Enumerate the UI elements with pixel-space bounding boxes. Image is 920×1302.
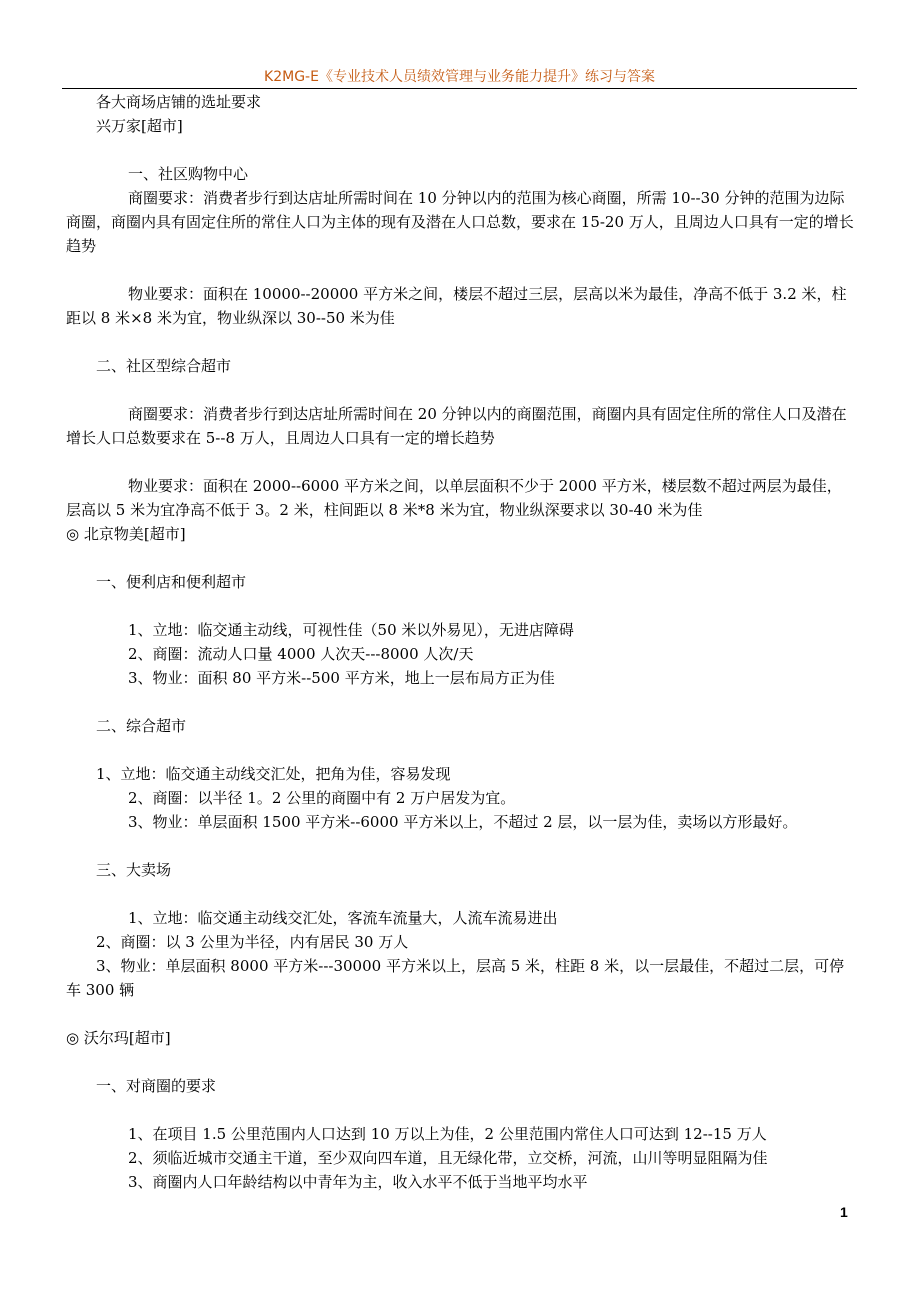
list-item: 3、物业：面积 80 平方米--500 平方米，地上一层布局方正为佳 [128, 669, 555, 687]
list-item: 1、在项目 1.5 公里范围内人口达到 10 万以上为佳，2 公里范围内常住人口可达到 12--15 万人 [128, 1125, 767, 1143]
list-item: 1、立地：临交通主动线，可视性佳（50 米以外易见），无进店障碍 [128, 621, 574, 639]
subheading: 三、大卖场 [96, 861, 172, 879]
list-item: 2、商圈：以 3 公里为半径，内有居民 30 万人 [96, 933, 409, 951]
page-header: K2MG-E《专业技术人员绩效管理与业务能力提升》练习与答案 [62, 64, 857, 89]
subheading: 一、便利店和便利超市 [96, 573, 247, 591]
list-item: 1、立地：临交通主动线交汇处，客流车流量大，人流车流易进出 [128, 909, 558, 927]
paragraph: 物业要求：面积在 2000--6000 平方米之间，以单层面积不少于 2000 平方米，楼层数不超过两层为最佳，层高以 5 米为宜净高不低于 3。2 米，柱间距以 8 米*8 米为宜，物业纵深要求以 30-40 米为佳 [66, 477, 842, 519]
list-item: 3、物业：单层面积 1500 平方米--6000 平方米以上，不超过 2 层，以一层为佳，卖场以方形最好。 [128, 813, 798, 831]
list-item: 3、物业：单层面积 8000 平方米---30000 平方米以上，层高 5 米，柱距 8 米，以一层最佳，不超过二层，可停车 300 辆 [66, 957, 845, 999]
list-item: 3、商圈内人口年龄结构以中青年为主，收入水平不低于当地平均水平 [128, 1173, 588, 1191]
page-number: 1 [840, 1204, 848, 1220]
section-heading-walmart: ◎ 沃尔玛[超市] [66, 1029, 171, 1047]
subheading: 一、社区购物中心 [128, 165, 249, 183]
paragraph: 商圈要求：消费者步行到达店址所需时间在 20 分钟以内的商圈范围，商圈内具有固定住所的常住人口及潜在增长人口总数要求在 5--8 万人，且周边人口具有一定的增长趋势 [66, 405, 847, 447]
paragraph: 商圈要求：消费者步行到达店址所需时间在 10 分钟以内的范围为核心商圈，所需 10--30 分钟的范围为边际商圈，商圈内具有固定住所的常住人口为主体的现有及潜在人口总数，要求在 15-20 万人，且周边人口具有一定的增长趋势 [66, 189, 854, 255]
subheading: 一、对商圈的要求 [96, 1077, 217, 1095]
list-item: 2、商圈：以半径 1。2 公里的商圈中有 2 万户居发为宜。 [128, 789, 516, 807]
list-item: 1、立地：临交通主动线交汇处，把角为佳，容易发现 [96, 765, 451, 783]
subheading: 二、社区型综合超市 [96, 357, 232, 375]
list-item: 2、须临近城市交通主干道，至少双向四车道，且无绿化带，立交桥，河流，山川等明显阻隔为佳 [128, 1149, 768, 1167]
paragraph: 物业要求：面积在 10000--20000 平方米之间，楼层不超过三层，层高以米为最佳，净高不低于 3.2 米，柱距以 8 米×8 米为宜，物业纵深以 30--50 米为佳 [66, 285, 847, 327]
list-item: 2、商圈：流动人口量 4000 人次天---8000 人次/天 [128, 645, 474, 663]
section-heading-wumei: ◎ 北京物美[超市] [66, 525, 186, 543]
section-heading-xingwanjia: 兴万家[超市] [96, 117, 183, 135]
subheading: 二、综合超市 [96, 717, 187, 735]
doc-title: 各大商场店铺的选址要求 [96, 93, 262, 111]
